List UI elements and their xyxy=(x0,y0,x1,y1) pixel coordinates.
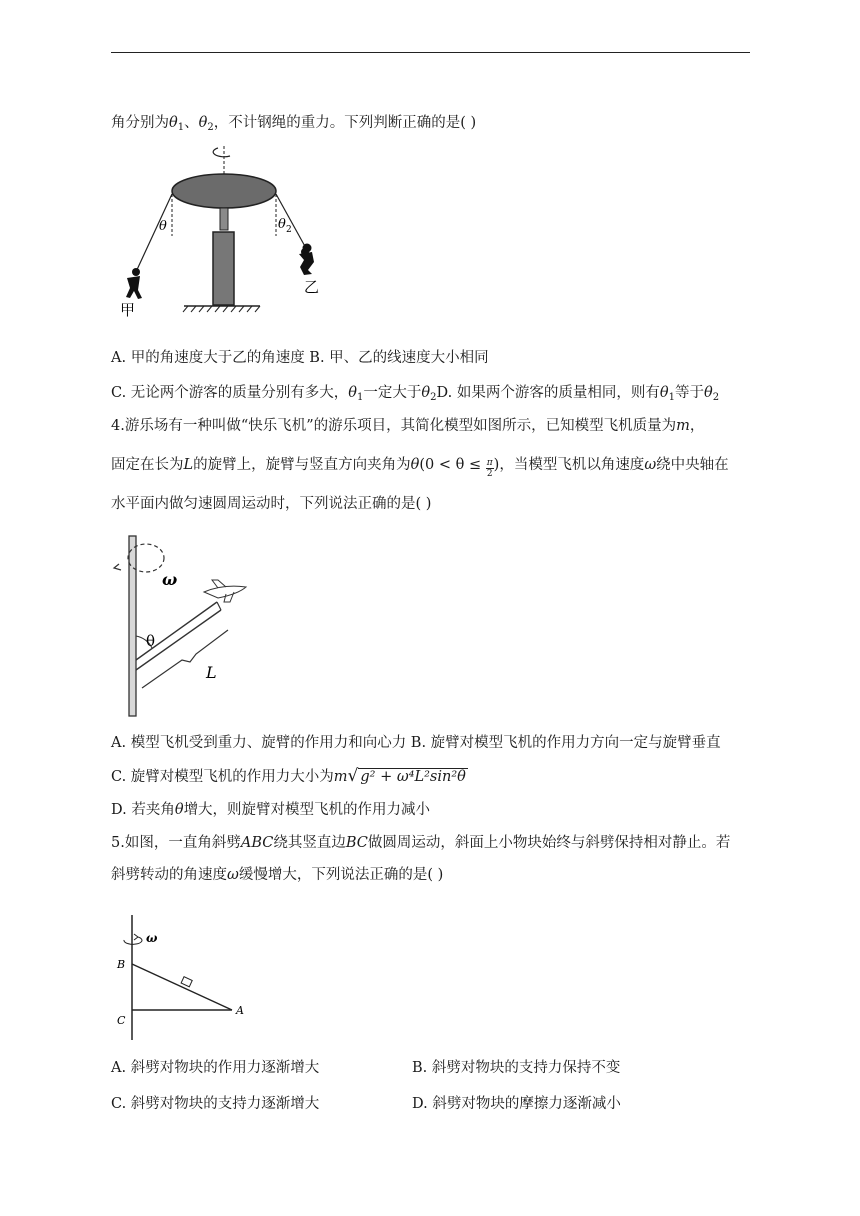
person-jia-icon xyxy=(126,268,142,299)
q5-option-a: A. 斜劈对物块的作用力逐渐增大 xyxy=(111,1060,320,1076)
q3-theta-left-label: θ xyxy=(159,219,167,234)
q5-option-b: B. 斜劈对物块的支持力保持不变 xyxy=(412,1060,621,1076)
q4-option-c: C. 旋臂对模型飞机的作用力大小为m√ g² + ω⁴L²sin²θ xyxy=(111,766,466,786)
q3-label-yi: 乙 xyxy=(304,278,320,296)
header-rule xyxy=(111,52,750,53)
q3-label-jia: 甲 xyxy=(120,301,136,319)
q5-stem-line1: 5.如图，一直角斜劈ABC绕其竖直边BC做圆周运动，斜面上小物块始终与斜劈保持相对静止。若 xyxy=(111,835,731,851)
q4-stem-line3: 水平面内做匀速圆周运动时，下列说法正确的是( ) xyxy=(111,496,432,512)
q5-omega-label: ω xyxy=(146,931,158,945)
q3-option-cd: C. 无论两个游客的质量分别有多大，$\theta_1$一定大于$\theta_2D$. 如果两个游客的质量相同，则有$\theta_1$等于$\theta_2$ xyxy=(111,385,720,403)
q5-label-B: B xyxy=(117,958,126,971)
q4-L-label: L xyxy=(206,663,217,682)
q3-option-ab: A. 甲的角速度大于乙的角速度 B. 甲、乙的线速度大小相同 xyxy=(111,350,489,366)
q4-option-ab: A. 模型飞机受到重力、旋臂的作用力和向心力 B. 旋臂对模型飞机的作用力方向一定与旋臂垂直 xyxy=(111,735,721,751)
q4-stem-line2: 固定在长为L的旋臂上，旋臂与竖直方向夹角为θ(0 < θ ≤ $\frac{\pi}{2}$ )，当模型飞机以角速度ω绕中央轴在 xyxy=(111,457,729,479)
q3-figure xyxy=(110,140,290,325)
q4-option-d: D. 若夹角θ增大，则旋臂对模型飞机的作用力减小 xyxy=(111,802,431,818)
q5-figure xyxy=(110,912,260,1042)
q4-figure xyxy=(108,530,258,720)
q3-figure-right xyxy=(290,240,330,295)
q4-omega-label: ω xyxy=(162,570,178,589)
q5-option-c: C. 斜劈对物块的支持力逐渐增大 xyxy=(111,1096,320,1112)
airplane-icon xyxy=(204,580,246,602)
q4-theta-label: θ xyxy=(146,632,156,650)
q4-stem-line1: 4.游乐场有一种叫做“快乐飞机”的游乐项目，其简化模型如图所示，已知模型飞机质量为m， xyxy=(111,418,705,434)
q5-label-C: C xyxy=(117,1014,126,1027)
q5-option-d: D. 斜劈对物块的摩擦力逐渐减小 xyxy=(412,1096,621,1112)
q3-theta-right-label: θ xyxy=(278,217,286,232)
q3-stem: 角分别为$\theta_1$、$\theta_2$，不计钢绳的重力。下列判断正确的是( ) xyxy=(111,115,477,133)
q3-theta-right-sub: 2 xyxy=(286,225,292,235)
person-yi-body-icon xyxy=(299,244,314,276)
q5-label-A: A xyxy=(236,1004,244,1017)
small-block xyxy=(181,977,192,987)
q5-stem-line2: 斜劈转动的角速度ω缓慢增大，下列说法正确的是( ) xyxy=(111,867,444,883)
